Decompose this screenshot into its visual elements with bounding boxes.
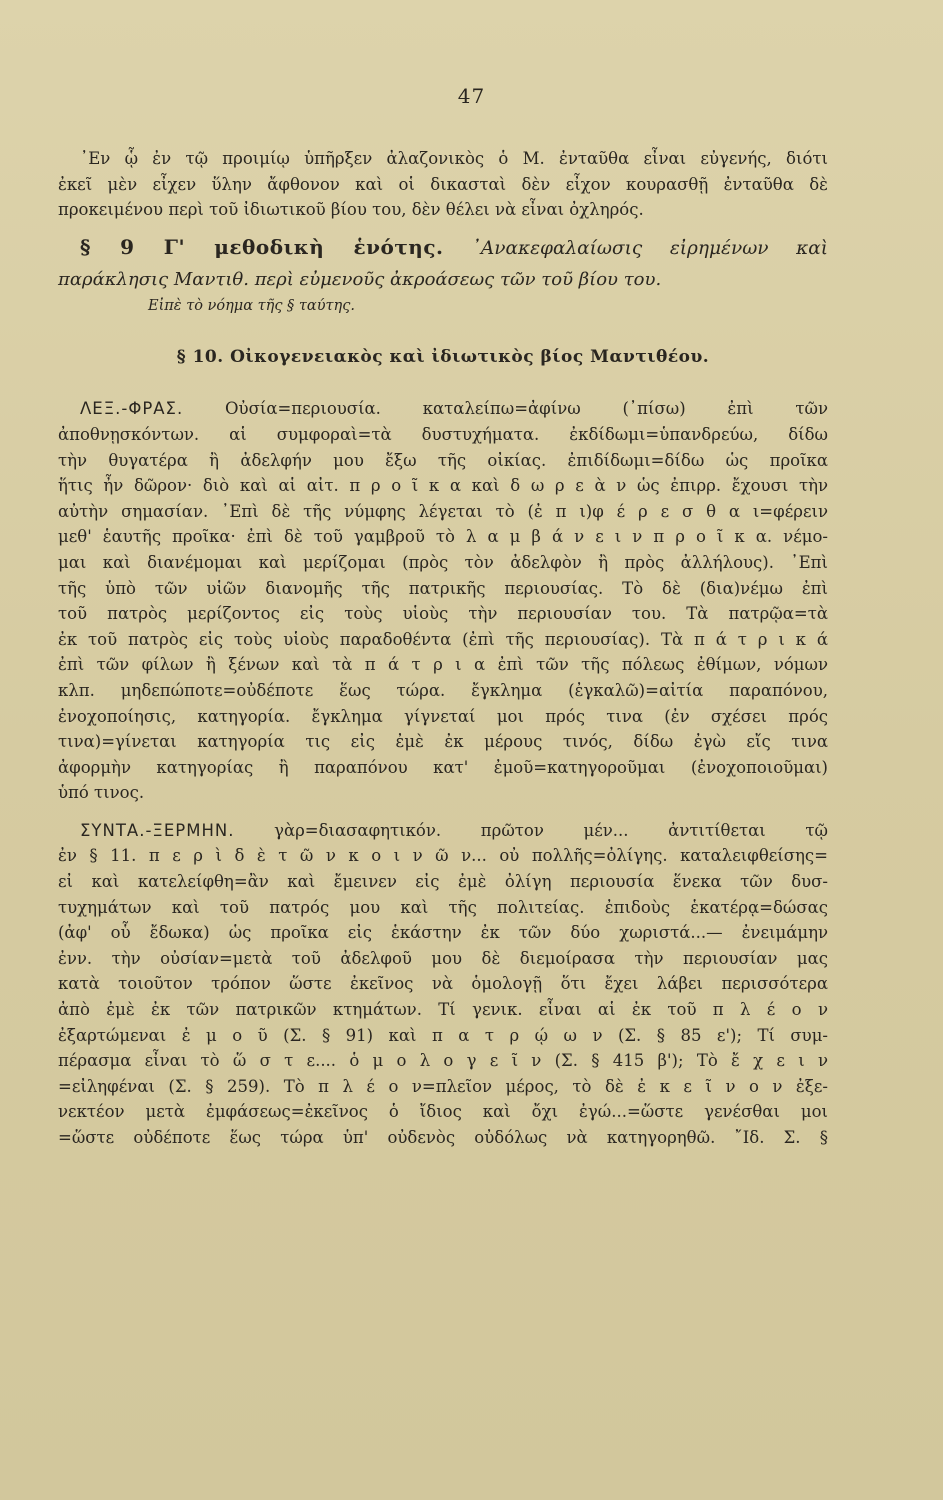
lexi-line: ἥτις ἦν δῶρον· διὸ καὶ αἱ αἰτ. π ρ ο ῖ κ α καὶ δ ω ρ ε ὰ ν ὡς ἐπιρρ. ἔχουσι τὴν	[58, 476, 828, 496]
section-9-heading	[58, 227, 828, 267]
syntax-line: κατὰ τοιοῦτον τρόπον ὥστε ἐκεῖνος νὰ ὁμολογῇ ὅτι ἔχει λάβει περισσότερα	[58, 974, 828, 994]
section-10-heading: § 10. Οἰκογενειακὸς καὶ ἰδιωτικὸς βίος Μαντιθέου.	[176, 347, 710, 368]
lexi-line: ἐνοχοποίησις, κατηγορία. ἔγκλημα γίγνεταί μοι πρός τινα (ἐν σχέσει πρός	[58, 706, 828, 726]
lexi-line: μαι καὶ διανέμομαι καὶ μερίζομαι (πρὸς τὸν ἀδελφὸν ἢ πρὸς ἀλλήλους). ᾿Επὶ	[58, 552, 828, 572]
syntax-line	[58, 818, 828, 844]
syntax-line: νεκτέον μετὰ ἐμφάσεως=ἐκεῖνος ὁ ἴδιος καὶ ὄχι ἐγώ...=ὥστε γενέσθαι μοι	[58, 1102, 828, 1122]
page-number: 47	[457, 84, 486, 108]
syntax-block	[58, 818, 828, 1151]
lexi-line: ἀφορμὴν κατηγορίας ἢ παραπόνου κατ' ἐμοῦ=κατηγοροῦμαι (ἐνοχοποιοῦμαι)	[58, 757, 828, 777]
lexi-line	[58, 396, 828, 422]
lexi-line: ἐπὶ τῶν φίλων ἢ ξένων καὶ τὰ π ά τ ρ ι α ἐπὶ τῶν τῆς πόλεως ἐθίμων, νόμων	[58, 655, 828, 675]
intro-line: προκειμένου περὶ τοῦ ἰδιωτικοῦ βίου του, δὲν θέλει νὰ εἶναι ὀχληρός.	[58, 200, 644, 220]
body-text	[58, 146, 828, 1151]
section-9-title-part2: παράκλησις Μαντιθ. περὶ εὐμενοῦς ἀκροάσεως τῶν τοῦ βίου του.	[58, 268, 662, 290]
lexi-line: τινα)=γίνεται κατηγορία τις εἰς ἐμὲ ἐκ μέρους τινός, δίδω ἐγὼ εἴς τινα	[58, 732, 828, 752]
lexi-line: ἐκ τοῦ πατρὸς εἰς τοὺς υἱοὺς παραδοθέντα (ἐπὶ τῆς περιουσίας). Τὰ π ά τ ρ ι κ ά	[58, 629, 828, 649]
lexi-line: αὐτὴν σημασίαν. ᾿Επὶ δὲ τῆς νύμφης λέγεται τὸ (ἐ π ι)φ έ ρ ε σ θ α ι=φέρειν	[58, 501, 828, 521]
lexi-line: τὴν θυγατέρα ἢ ἀδελφήν μου ἔξω τῆς οἰκίας. ἐπιδίδωμι=δίδω ὡς προῖκα	[58, 450, 828, 470]
lexi-label: ΛΕΞ.-ΦΡΑΣ.	[80, 399, 184, 419]
section-9-label: § 9 Γ' μεθοδικὴ ἑνότης.	[80, 234, 444, 259]
syntax-line: εἰ καὶ κατελείφθη=ἂν καὶ ἔμεινεν εἰς ἐμὲ ὀλίγη περιουσία ἕνεκα τῶν δυσ-	[58, 872, 828, 892]
lexi-line-text: Οὐσία=περιουσία. καταλείπω=ἀφίνω (᾿πίσω) ἐπὶ τῶν	[183, 399, 828, 419]
lexi-block	[58, 396, 828, 806]
syntax-line: =εἰληφέναι (Σ. § 259). Τὸ π λ έ ο ν=πλεῖον μέρος, τὸ δὲ ἐ κ ε ῖ ν ο ν ἐξε-	[58, 1076, 828, 1096]
intro-line: ἐκεῖ μὲν εἶχεν ὕλην ἄφθονον καὶ οἱ δικασταὶ δὲν εἶχον κουρασθῇ ἐνταῦθα δὲ	[58, 174, 828, 194]
syntax-line: ἐνν. τὴν οὐσίαν=μετὰ τοῦ ἀδελφοῦ μου δὲ διεμοίρασα τὴν περιουσίαν μας	[58, 948, 828, 968]
lexi-line: ὑπό τινος.	[58, 783, 145, 803]
syntax-line: ἐξαρτώμεναι ἐ μ ο ῦ (Σ. § 91) καὶ π α τ ρ ῴ ω ν (Σ. § 85 ε'); Τί συμ-	[58, 1025, 828, 1045]
paragraph-gap	[58, 806, 828, 818]
lexi-line: τῆς ὑπὸ τῶν υἱῶν διανομῆς τῆς πατρικῆς περιουσίας. Τὸ δὲ (δια)νέμω ἐπὶ	[58, 578, 828, 598]
syntax-line: ἀπὸ ἐμὲ ἐκ τῶν πατρικῶν κτημάτων. Τί γενικ. εἶναι αἱ ἐκ τοῦ π λ έ ο ν	[58, 1000, 828, 1020]
syntax-line: ἐν § 11. π ε ρ ὶ δ ὲ τ ῶ ν κ ο ι ν ῶ ν... οὐ πολλῆς=ὀλίγης. καταλειφθείσης=	[58, 846, 828, 866]
syntax-line: τυχημάτων καὶ τοῦ πατρός μου καὶ τῆς πολιτείας. ἐπιδοὺς ἑκατέρᾳ=δώσας	[58, 897, 828, 917]
syntax-line: =ὥστε οὐδέποτε ἕως τώρα ὑπ' οὐδενὸς οὐδόλως νὰ κατηγορηθῶ. ῎Ιδ. Σ. §	[58, 1128, 828, 1147]
section-9-subhead: Εἰπὲ τὸ νόημα τῆς § ταύτης.	[148, 298, 355, 315]
syntax-line: πέρασμα εἶναι τὸ ὥ σ τ ε.... ὁ μ ο λ ο γ ε ῖ ν (Σ. § 415 β'); Τὸ ἔ χ ε ι ν	[58, 1051, 828, 1071]
lexi-line: κλπ. μηδεπώποτε=οὐδέποτε ἕως τώρα. ἔγκλημα (ἐγκαλῶ)=αἰτία παραπόνου,	[58, 680, 828, 700]
intro-line: ᾿Εν ᾧ ἐν τῷ προιμίῳ ὑπῆρξεν ἀλαζονικὸς ὁ Μ. ἐνταῦθα εἶναι εὐγενής, διότι	[80, 149, 828, 168]
lexi-line: μεθ' ἑαυτῆς προῖκα· ἐπὶ δὲ τοῦ γαμβροῦ τὸ λ α μ β ά ν ε ι ν π ρ ο ῖ κ α. νέμο-	[58, 527, 828, 547]
syntax-label: ΣΥΝΤΑ.-ΞΕΡΜΗΝ.	[80, 820, 235, 840]
syntax-line-text: γὰρ=διασαφητικόν. πρῶτον μέν... ἀντιτίθεται τῷ	[234, 820, 828, 840]
section-9-title-part1: ᾿Ανακεφαλαίωσις εἰρημένων καὶ	[471, 237, 829, 259]
syntax-line: (ἀφ' οὗ ἔδωκα) ὡς προῖκα εἰς ἑκάστην ἐκ τῶν δύο χωριστά...— ἐνειμάμην	[58, 923, 828, 943]
lexi-line: ἀποθνῃσκόντων. αἱ συμφοραὶ=τὰ δυστυχήματα. ἐκδίδωμι=ὑπανδρεύω, δίδω	[58, 424, 828, 444]
lexi-line: τοῦ πατρὸς μερίζοντος εἰς τοὺς υἱοὺς τὴν περιουσίαν του. Τὰ πατρῷα=τὰ	[58, 604, 828, 624]
